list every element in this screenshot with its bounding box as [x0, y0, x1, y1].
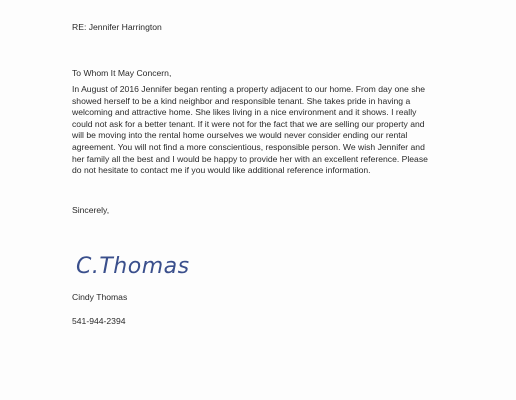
signer-name: Cindy Thomas [72, 292, 128, 302]
body-line: will be moving into the rental home ourselves we would never consider ending our rental [72, 130, 408, 141]
body-line: showed herself to be a kind neighbor and responsible tenant. She takes pride in having a [72, 95, 411, 106]
closing: Sincerely, [72, 205, 110, 215]
re-line: RE: Jennifer Harrington [72, 22, 162, 32]
signer-phone: 541-944-2394 [72, 316, 126, 326]
signature-graphic [70, 245, 200, 285]
salutation: To Whom It May Concern, [72, 68, 172, 78]
handwritten-signature [70, 245, 200, 285]
body-line: do not hesitate to contact me if you would like additional reference information. [72, 165, 371, 176]
body-line: could not ask for a better tenant. If it were not for the fact that we are selling our property and [72, 118, 425, 129]
body-line: welcoming and attractive home. She likes living in a nice environment and it shows. I really [72, 107, 417, 118]
signature-text: C.Thomas [76, 254, 190, 279]
body-line: her family all the best and I would be happy to provide her with an excellent reference. Please [72, 153, 428, 164]
letter-body [72, 84, 492, 177]
body-line: agreement. You will not find a more conscientious, responsible person. We wish Jennifer and [72, 141, 425, 152]
body-line: In August of 2016 Jennifer began renting a property adjacent to our home. From day one she [72, 84, 426, 94]
